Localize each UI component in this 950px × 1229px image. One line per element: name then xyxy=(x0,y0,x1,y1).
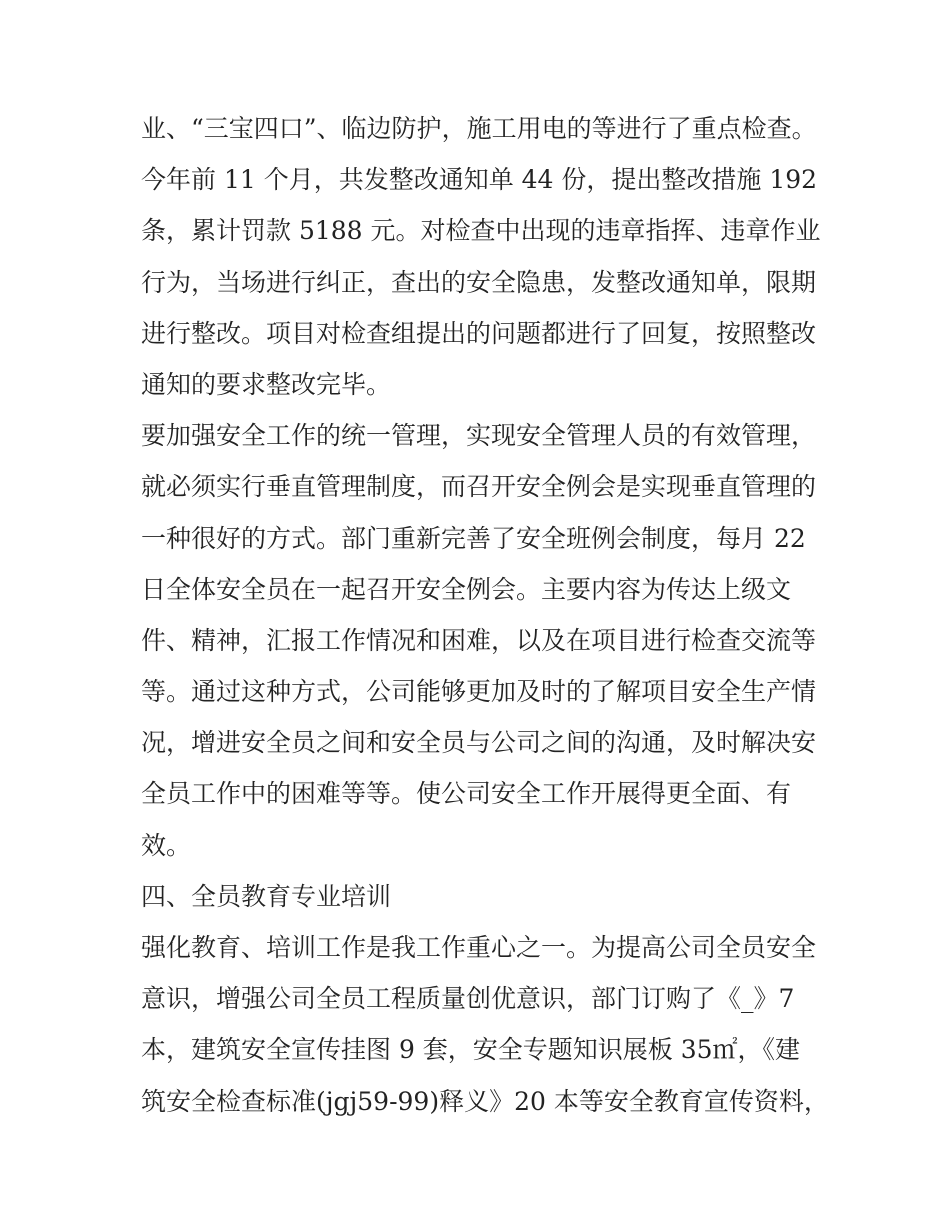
text-line: 行为，当场进行纠正，查出的安全隐患，发整改通知单，限期 xyxy=(141,267,817,297)
text-line: 本，建筑安全宣传挂图 9 套，安全专题知识展板 35㎡，《建 xyxy=(141,1035,801,1065)
text-line: 强化教育、培训工作是我工作重心之一。为提高公司全员安全 xyxy=(141,933,817,962)
text-line: 意识，增强公司全员工程质量创优意识，部门订购了《_》7 xyxy=(141,984,795,1014)
text-line: 日全体安全员在一起召开安全例会。主要内容为传达上级文 xyxy=(141,574,792,604)
text-line: 业、“三宝四口”、临边防护，施工用电的等进行了重点检查。 xyxy=(141,114,817,143)
text-line: 等。通过这种方式，公司能够更加及时的了解项目安全生产情 xyxy=(141,677,817,707)
text-line: 就必须实行垂直管理制度，而召开安全例会是实现垂直管理的 xyxy=(141,472,817,502)
text-line: 况，增进安全员之间和安全员与公司之间的沟通，及时解决安 xyxy=(141,728,817,758)
section-heading: 四、全员教育专业培训 xyxy=(141,881,392,911)
text-line: 条，累计罚款 5188 元。对检查中出现的违章指挥、违章作业 xyxy=(141,216,821,246)
text-line: 通知的要求整改完毕。 xyxy=(141,369,392,399)
text-line: 筑安全检查标准(jgj59-99)释义》20 本等安全教育宣传资料， xyxy=(141,1086,829,1116)
text-line: 今年前 11 个月，共发整改通知单 44 份，提出整改措施 192 xyxy=(141,165,818,195)
body-text xyxy=(141,103,829,1127)
text-line: 进行整改。项目对检查组提出的问题都进行了回复，按照整改 xyxy=(141,318,817,348)
text-line: 要加强安全工作的统一管理，实现安全管理人员的有效管理， xyxy=(141,421,817,451)
text-line: 全员工作中的困难等等。使公司安全工作开展得更全面、有 xyxy=(141,779,792,809)
text-line: 件、精神，汇报工作情况和困难，以及在项目进行检查交流等 xyxy=(141,625,817,655)
text-line: 一种很好的方式。部门重新完善了安全班例会制度，每月 22 xyxy=(141,523,806,553)
text-line: 效。 xyxy=(141,830,192,860)
